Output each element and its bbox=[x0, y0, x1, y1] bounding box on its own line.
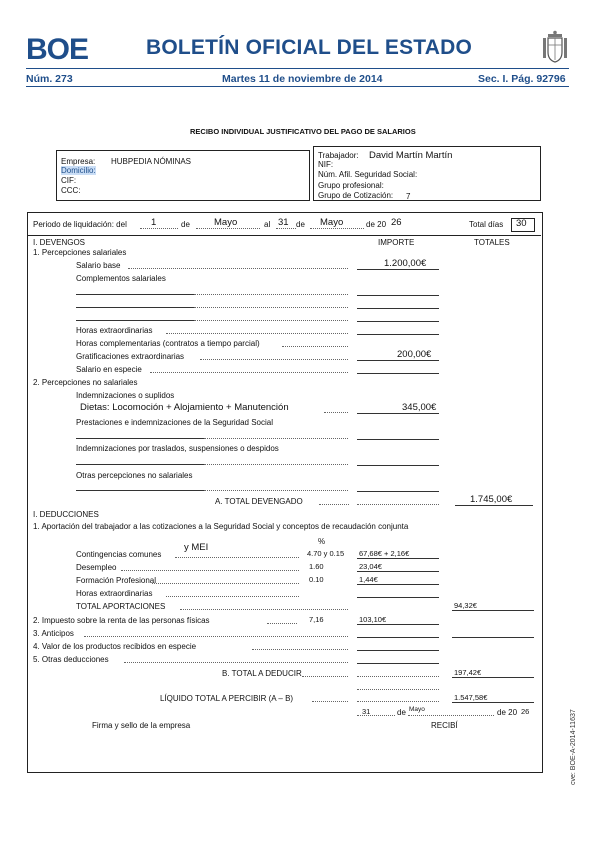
issue-number: Núm. 273 bbox=[26, 73, 73, 85]
gratificaciones-value: 200,00€ bbox=[397, 349, 432, 360]
periodo-label: Periodo de liquidación: del bbox=[33, 220, 127, 229]
firma-dia: 31 bbox=[362, 707, 371, 716]
productos-especie-label: 4. Valor de los productos recibidos en especie bbox=[33, 642, 197, 651]
irpf-value: 103,10€ bbox=[359, 615, 387, 624]
cve-code: cve: BOE-A-2014-11637 bbox=[570, 709, 577, 785]
firma-de-1: de bbox=[397, 708, 406, 717]
otras-percepciones-label: Otras percepciones no salariales bbox=[76, 471, 193, 480]
contingencias-label: Contingencias comunes bbox=[76, 550, 162, 559]
coat-of-arms-icon bbox=[540, 30, 570, 64]
periodo-de20: de 20 bbox=[366, 220, 387, 229]
total-devengado-label: A. TOTAL DEVENGADO bbox=[215, 497, 303, 506]
empresa-label: Empresa: bbox=[61, 157, 96, 166]
desempleo-label: Desempleo bbox=[76, 563, 117, 572]
firma-empresa-label: Firma y sello de la empresa bbox=[92, 721, 191, 730]
irpf-pct: 7,16 bbox=[309, 615, 324, 624]
empresa-value: HUBPEDIA NÓMINAS bbox=[111, 157, 192, 166]
importe-header: IMPORTE bbox=[378, 238, 415, 247]
otras-deducciones-label: 5. Otras deducciones bbox=[33, 655, 109, 664]
boe-logo: BOE bbox=[26, 33, 89, 66]
total-deducir-value: 197,42€ bbox=[454, 668, 482, 677]
total-dias-label: Total días bbox=[469, 220, 504, 229]
domicilio-label: Domicilio: bbox=[61, 166, 96, 175]
y-mei-label: y MEI bbox=[184, 542, 209, 553]
periodo-anio: 26 bbox=[391, 217, 402, 228]
grupo-cotizacion-label: Grupo de Cotización: bbox=[318, 191, 394, 200]
contingencias-value: 67,68€ + 2,16€ bbox=[359, 549, 410, 558]
periodo-mes-desde: Mayo bbox=[214, 217, 238, 228]
header-divider bbox=[26, 68, 569, 69]
total-dias-value: 30 bbox=[516, 218, 527, 229]
grupo-cotizacion-value: 7 bbox=[406, 192, 411, 201]
desempleo-pct: 1.60 bbox=[309, 562, 324, 571]
aportacion-label: 1. Aportación del trabajador a las cotizaciones a la Seguridad Social y conceptos de recaudación conjunta bbox=[33, 522, 409, 531]
periodo-al: al bbox=[264, 220, 271, 229]
dietas-label: Dietas: Locomoción + Alojamiento + Manutención bbox=[80, 402, 289, 413]
formacion-pct: 0.10 bbox=[309, 575, 324, 584]
firma-anio: 26 bbox=[521, 707, 530, 716]
document-title: RECIBO INDIVIDUAL JUSTIFICATIVO DEL PAGO DE SALARIOS bbox=[190, 127, 416, 136]
main-receipt-box bbox=[27, 212, 543, 773]
section-page: Sec. I. Pág. 92796 bbox=[478, 73, 566, 85]
liquido-label: LÍQUIDO TOTAL A PERCIBIR (A – B) bbox=[160, 694, 294, 703]
nif-label: NIF: bbox=[318, 160, 334, 169]
trabajador-value: David Martín Martín bbox=[369, 150, 453, 161]
formacion-value: 1,44€ bbox=[359, 575, 378, 584]
liquido-value: 1.547,58€ bbox=[454, 693, 488, 702]
total-aportaciones-value: 94,32€ bbox=[454, 601, 477, 610]
issue-date: Martes 11 de noviembre de 2014 bbox=[222, 73, 383, 85]
total-aportaciones-label: TOTAL APORTACIONES bbox=[76, 602, 166, 611]
formacion-label: Formación Profesional bbox=[76, 576, 157, 585]
prestaciones-label: Prestaciones e indemnizaciones de la Seguridad Social bbox=[76, 418, 274, 427]
anticipos-label: 3. Anticipos bbox=[33, 629, 74, 638]
gratificaciones-label: Gratificaciones extraordinarias bbox=[76, 352, 185, 361]
contingencias-pct: 4.70 y 0.15 bbox=[307, 549, 345, 558]
periodo-dia-desde: 1 bbox=[151, 217, 157, 228]
horas-extra-label: Horas extraordinarias bbox=[76, 326, 153, 335]
cif-label: CIF: bbox=[61, 176, 77, 185]
periodo-dia-hasta: 31 bbox=[278, 217, 289, 228]
dietas-value: 345,00€ bbox=[402, 402, 437, 413]
complementos-label: Complementos salariales bbox=[76, 274, 166, 283]
totales-header: TOTALES bbox=[474, 238, 510, 247]
periodo-de-2: de bbox=[296, 220, 305, 229]
devengos-heading: I. DEVENGOS bbox=[33, 238, 86, 247]
horas-complementarias-label: Horas complementarias (contratos a tiempo parcial) bbox=[76, 339, 260, 348]
header-divider-bottom bbox=[26, 86, 569, 87]
irpf-label: 2. Impuesto sobre la renta de las personas físicas bbox=[33, 616, 210, 625]
grupo-profesional-label: Grupo profesional: bbox=[318, 181, 384, 190]
recibi-label: RECIBÍ bbox=[431, 721, 458, 730]
horas-extra-ded-label: Horas extraordinarias bbox=[76, 589, 153, 598]
firma-de20: de 20 bbox=[497, 708, 518, 717]
percepciones-no-salariales: 2. Percepciones no salariales bbox=[33, 378, 138, 387]
traslados-label: Indemnizaciones por traslados, suspensiones o despidos bbox=[76, 444, 279, 453]
periodo-divider bbox=[28, 235, 541, 236]
salario-base-label: Salario base bbox=[76, 261, 121, 270]
desempleo-value: 23,04€ bbox=[359, 562, 382, 571]
firma-mes: Mayo bbox=[409, 706, 425, 713]
periodo-mes-hasta: Mayo bbox=[320, 217, 344, 228]
salario-base-value: 1.200,00€ bbox=[384, 258, 427, 269]
afiliacion-label: Núm. Afil. Seguridad Social: bbox=[318, 170, 418, 179]
periodo-de-1: de bbox=[181, 220, 190, 229]
trabajador-label: Trabajador: bbox=[318, 151, 359, 160]
ccc-label: CCC: bbox=[61, 186, 81, 195]
indemnizaciones-suplidos-label: Indemnizaciones o suplidos bbox=[76, 391, 175, 400]
deducciones-heading: I. DEDUCCIONES bbox=[33, 510, 99, 519]
salario-especie-label: Salario en especie bbox=[76, 365, 142, 374]
percepciones-salariales: 1. Percepciones salariales bbox=[33, 248, 127, 257]
page-title: BOLETÍN OFICIAL DEL ESTADO bbox=[146, 36, 473, 59]
total-deducir-label: B. TOTAL A DEDUCIR bbox=[222, 669, 302, 678]
total-devengado-value: 1.745,00€ bbox=[470, 494, 513, 505]
pct-header: % bbox=[318, 537, 326, 546]
